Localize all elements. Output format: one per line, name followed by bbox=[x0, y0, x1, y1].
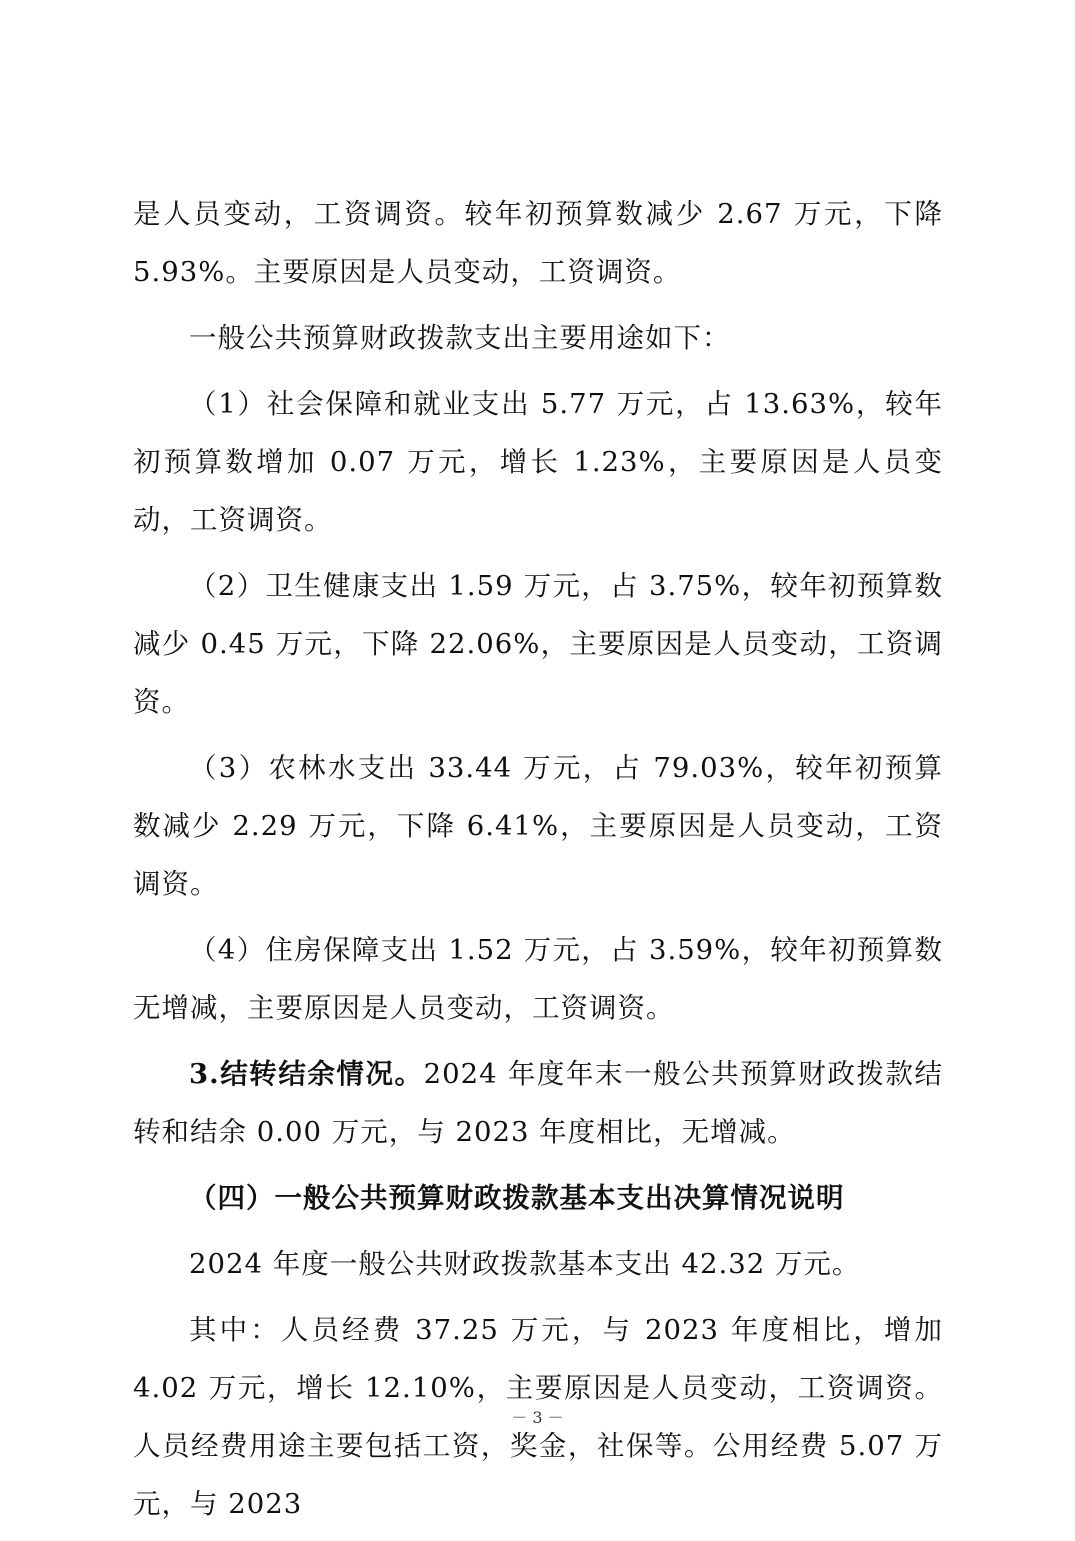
paragraph-usage-intro: 一般公共预算财政拨款支出主要用途如下： bbox=[189, 322, 731, 354]
paragraph-basic-total: 2024 年度一般公共财政拨款基本支出 42.32 万元。 bbox=[189, 1248, 861, 1280]
section-heading-basic-expenditure: （四）一般公共预算财政拨款基本支出决算情况说明 bbox=[189, 1182, 845, 1214]
carryover-text: 2024 年度年末一般公共预算财政拨款结转和结余 0.00 万元，与 2023 年度相比，无增减。 bbox=[133, 1058, 943, 1148]
paragraph-health: （2）卫生健康支出 1.59 万元，占 3.75%，较年初预算数减少 0.45 万元，下降 22.06%，主要原因是人员变动，工资调资。 bbox=[133, 570, 943, 718]
paragraph-housing: （4）住房保障支出 1.52 万元，占 3.59%，较年初预算数无增减，主要原因是人员变动，工资调资。 bbox=[133, 934, 943, 1024]
page-number: － 3 － bbox=[511, 1408, 564, 1427]
document-body bbox=[133, 185, 943, 1541]
paragraph-continuation: 是人员变动，工资调资。较年初预算数减少 2.67 万元，下降 5.93%。主要原因是人员变动，工资调资。 bbox=[133, 198, 943, 288]
paragraph-agriculture: （3）农林水支出 33.44 万元，占 79.03%，较年初预算数减少 2.29 万元，下降 6.41%，主要原因是人员变动，工资调资。 bbox=[133, 752, 943, 900]
carryover-heading: 3.结转结余情况。 bbox=[189, 1058, 424, 1090]
paragraph-personnel: 其中：人员经费 37.25 万元，与 2023 年度相比，增加 4.02 万元，增长 12.10%，主要原因是人员变动，工资调资。人员经费用途主要包括工资，奖金，社保等。公用经费 5.07 万元，与 2023 bbox=[133, 1314, 943, 1520]
paragraph-social-security: （1）社会保障和就业支出 5.77 万元，占 13.63%，较年初预算数增加 0.07 万元，增长 1.23%，主要原因是人员变动，工资调资。 bbox=[133, 388, 943, 536]
paragraph-carryover bbox=[133, 1045, 943, 1161]
